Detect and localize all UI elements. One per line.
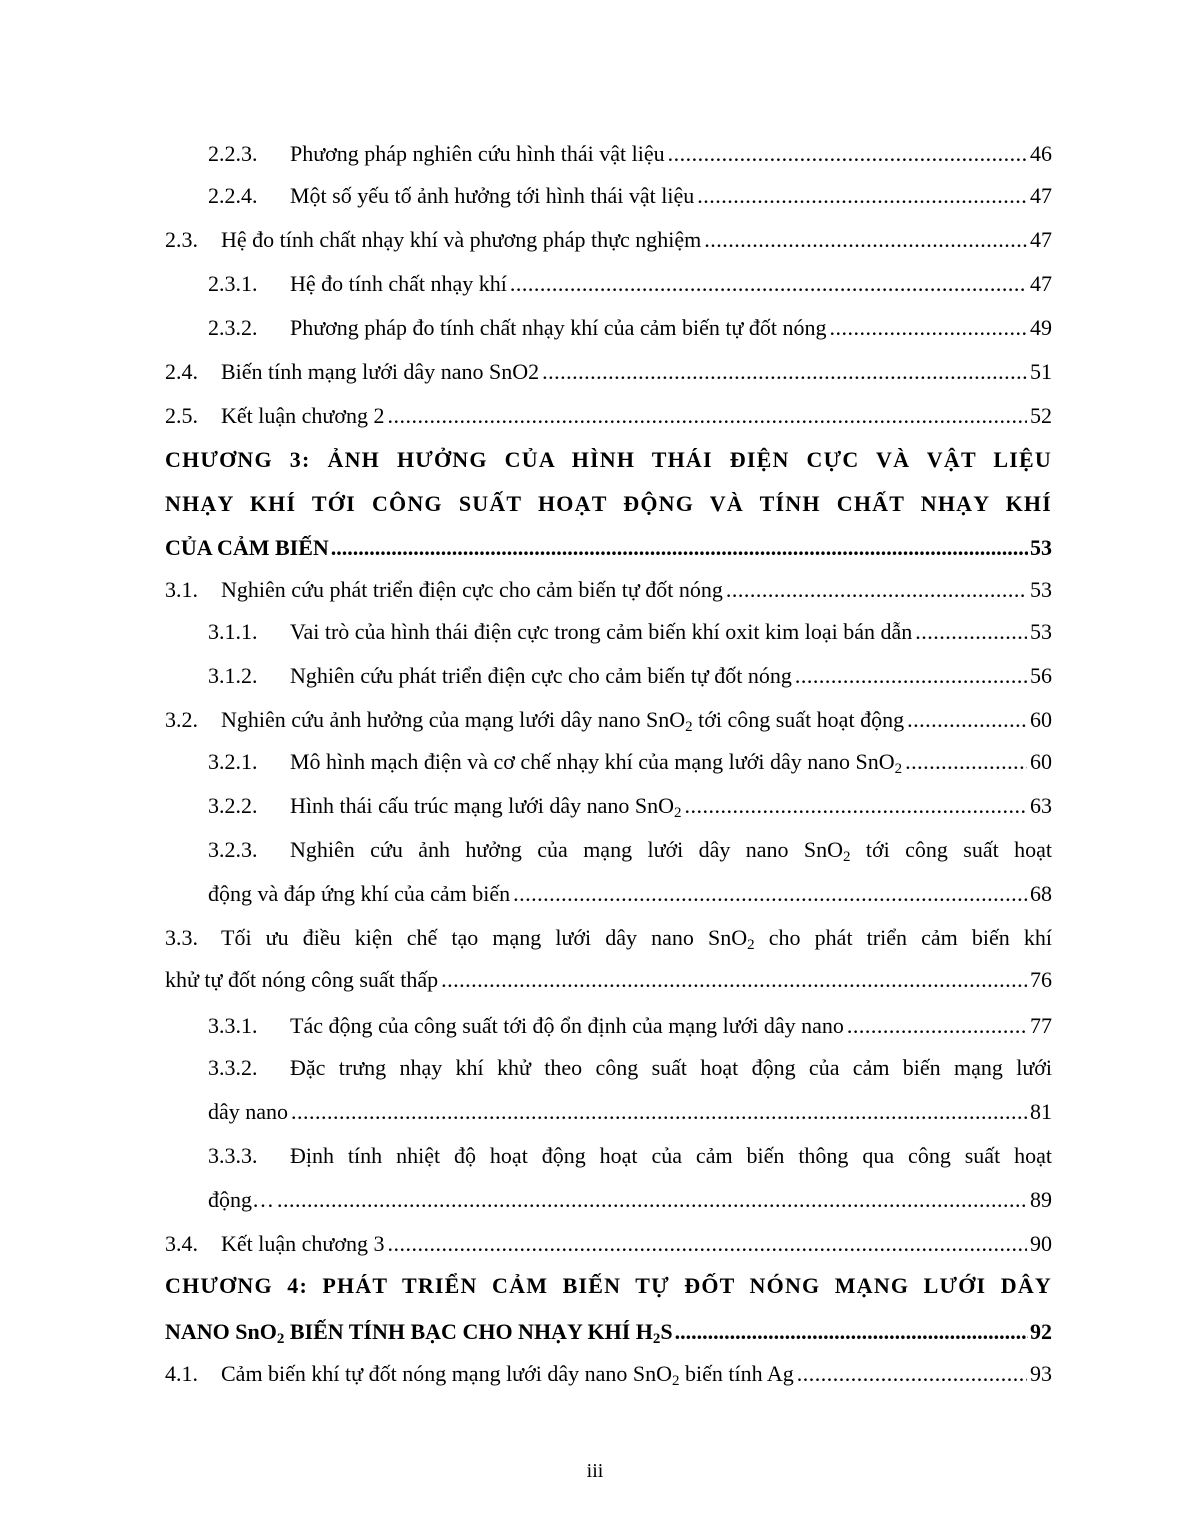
entry-title: Kết luận chương 3 — [221, 1231, 385, 1256]
toc-entry[interactable] — [208, 310, 1052, 346]
dot-leader — [387, 398, 1027, 434]
entry-number: 2.3.1. — [208, 271, 258, 296]
entry-title-cont: động… — [208, 1187, 274, 1212]
dot-leader — [905, 744, 1027, 780]
entry-page: 60 — [1030, 749, 1052, 774]
entry-title: Hệ đo tính chất nhạy khí và phương pháp thực nghiệm — [221, 227, 702, 252]
dot-leader — [847, 1008, 1027, 1044]
entry-page: 53 — [1030, 619, 1052, 644]
dot-leader — [697, 178, 1027, 214]
dot-leader — [542, 354, 1027, 390]
toc-entry[interactable] — [165, 702, 1052, 738]
entry-title: Định tính nhiệt độ hoạt động hoạt của cảm biến thông qua công suất hoạt — [290, 1143, 1052, 1168]
chapter-title: CỦA CẢM BIẾN — [165, 535, 329, 560]
entry-page: 90 — [1030, 1231, 1052, 1256]
entry-page: 56 — [1030, 663, 1052, 688]
toc-entry[interactable] — [208, 658, 1052, 694]
toc-entry-line-1[interactable] — [208, 1138, 1052, 1174]
dot-leader — [331, 530, 1028, 566]
entry-title: Nghiên cứu phát triển điện cực cho cảm biến tự đốt nóng — [221, 577, 723, 602]
entry-title: Phương pháp đo tính chất nhạy khí của cảm biến tự đốt nóng — [290, 315, 827, 340]
entry-number: 3.1.1. — [208, 619, 258, 644]
entry-title: Nghiên cứu phát triển điện cực cho cảm biến tự đốt nóng — [290, 663, 792, 688]
entry-page: 63 — [1030, 793, 1052, 818]
toc-entry[interactable] — [208, 788, 1052, 824]
entry-page: 47 — [1030, 271, 1052, 296]
dot-leader — [704, 222, 1027, 258]
chapter-3-heading-line-1[interactable]: CHƯƠNG 3: ẢNH HƯỞNG CỦA HÌNH THÁI ĐIỆN CỰC VÀ VẬT LIỆU — [165, 447, 1052, 472]
entry-number: 3.3.1. — [208, 1013, 258, 1038]
entry-number: 2.5. — [165, 403, 198, 428]
entry-page: 51 — [1030, 359, 1052, 384]
dot-leader — [675, 1314, 1028, 1350]
entry-title-cont: dây nano — [208, 1099, 289, 1124]
dot-leader — [830, 310, 1028, 346]
entry-number: 3.2. — [165, 707, 198, 732]
entry-number: 3.4. — [165, 1231, 198, 1256]
dot-leader — [797, 1356, 1027, 1392]
entry-page: 89 — [1030, 1187, 1052, 1212]
entry-number: 2.4. — [165, 359, 198, 384]
dot-leader — [907, 702, 1027, 738]
entry-title: Kết luận chương 2 — [221, 403, 385, 428]
entry-title: Đặc trưng nhạy khí khử theo công suất hoạt động của cảm biến mạng lưới — [290, 1055, 1052, 1080]
entry-title: Vai trò của hình thái điện cực trong cảm biến khí oxit kim loại bán dẫn — [290, 619, 913, 644]
toc-entry[interactable] — [208, 136, 1052, 172]
entry-number: 3.2.2. — [208, 793, 258, 818]
entry-title: Nghiên cứu ảnh hưởng của mạng lưới dây nano SnO$_2$ tới công suất hoạt động — [221, 707, 905, 735]
entry-number: 3.2.3. — [208, 837, 258, 862]
chapter-3-heading-line-3[interactable] — [165, 530, 1052, 566]
entry-page: 81 — [1030, 1099, 1052, 1124]
toc-entry-line-2[interactable] — [165, 962, 1052, 998]
toc-entry[interactable] — [165, 222, 1052, 258]
entry-page: 76 — [1030, 967, 1052, 992]
chapter-3-heading-line-2[interactable]: NHẠY KHÍ TỚI CÔNG SUẤT HOẠT ĐỘNG VÀ TÍNH CHẤT NHẠY KHÍ — [165, 491, 1052, 516]
toc-entry-line-1[interactable] — [165, 920, 1052, 956]
entry-title-cont: khử tự đốt nóng công suất thấp — [165, 967, 439, 992]
toc-entry-line-1[interactable] — [208, 832, 1052, 868]
entry-page: 47 — [1030, 227, 1052, 252]
entry-title: Hệ đo tính chất nhạy khí — [290, 271, 507, 296]
entry-page: 52 — [1030, 403, 1052, 428]
dot-leader — [915, 614, 1027, 650]
dot-leader — [795, 658, 1027, 694]
entry-page: 77 — [1030, 1013, 1052, 1038]
toc-entry[interactable] — [208, 178, 1052, 214]
page-number-footer: iii — [586, 1460, 604, 1482]
entry-page: 60 — [1030, 707, 1052, 732]
toc-entry[interactable] — [208, 614, 1052, 650]
entry-number: 2.2.4. — [208, 183, 258, 208]
toc-entry-line-2[interactable] — [208, 876, 1052, 912]
entry-title: Nghiên cứu ảnh hưởng của mạng lưới dây nano SnO$_2$ tới công suất hoạt — [290, 837, 1052, 865]
entry-title: Biến tính mạng lưới dây nano SnO2 — [221, 359, 540, 384]
toc-entry[interactable] — [165, 1226, 1052, 1262]
toc-entry[interactable] — [208, 1008, 1052, 1044]
dot-leader — [685, 788, 1027, 824]
toc-entry[interactable] — [165, 572, 1052, 608]
entry-number: 2.3. — [165, 227, 198, 252]
toc-entry-line-1[interactable] — [208, 1050, 1052, 1086]
entry-title: Hình thái cấu trúc mạng lưới dây nano SnO$_2$ — [290, 793, 682, 821]
toc-entry[interactable] — [208, 744, 1052, 780]
chapter-4-heading-line-1[interactable]: CHƯƠNG 4: PHÁT TRIỂN CẢM BIẾN TỰ ĐỐT NÓNG MẠNG LƯỚI DÂY — [165, 1273, 1052, 1298]
toc-entry[interactable] — [165, 398, 1052, 434]
dot-leader — [387, 1226, 1027, 1262]
entry-number: 4.1. — [165, 1361, 198, 1386]
entry-number: 2.3.2. — [208, 315, 258, 340]
dot-leader — [668, 136, 1027, 172]
toc-entry-line-2[interactable] — [208, 1182, 1052, 1218]
entry-number: 3.2.1. — [208, 749, 258, 774]
chapter-4-heading-line-2[interactable] — [165, 1314, 1052, 1350]
entry-title: Một số yếu tố ảnh hưởng tới hình thái vật liệu — [290, 183, 695, 208]
dot-leader — [726, 572, 1027, 608]
entry-page: 46 — [1030, 141, 1052, 166]
toc-entry[interactable] — [165, 354, 1052, 390]
entry-number: 3.3. — [165, 925, 198, 950]
entry-title-cont: động và đáp ứng khí của cảm biến — [208, 881, 511, 906]
entry-page: 53 — [1030, 577, 1052, 602]
entry-number: 3.1. — [165, 577, 198, 602]
toc-entry-line-2[interactable] — [208, 1094, 1052, 1130]
entry-number: 3.1.2. — [208, 663, 258, 688]
entry-page: 92 — [1030, 1319, 1052, 1344]
dot-leader — [513, 876, 1027, 912]
entry-page: 47 — [1030, 183, 1052, 208]
entry-number: 2.2.3. — [208, 141, 258, 166]
toc-entry[interactable] — [208, 266, 1052, 302]
dot-leader — [277, 1182, 1027, 1218]
dot-leader — [441, 962, 1027, 998]
entry-title: Cảm biến khí tự đốt nóng mạng lưới dây nano SnO$_2$ biến tính Ag — [221, 1361, 794, 1389]
dot-leader — [510, 266, 1027, 302]
toc-entry[interactable] — [165, 1356, 1052, 1392]
entry-title: Tối ưu điều kiện chế tạo mạng lưới dây nano SnO$_2$ cho phát triển cảm biến khí — [221, 925, 1052, 953]
entry-number: 3.3.2. — [208, 1055, 258, 1080]
entry-title: Mô hình mạch điện và cơ chế nhạy khí của mạng lưới dây nano SnO$_2$ — [290, 749, 903, 777]
entry-page: 93 — [1030, 1361, 1052, 1386]
dot-leader — [291, 1094, 1027, 1130]
chapter-title: NANO SnO$_2$ BIẾN TÍNH BẠC CHO NHẠY KHÍ $H_2S$ — [165, 1319, 673, 1347]
entry-title: Tác động của công suất tới độ ổn định của mạng lưới dây nano — [290, 1013, 844, 1038]
entry-title: Phương pháp nghiên cứu hình thái vật liệu — [290, 141, 665, 166]
entry-page: 53 — [1030, 535, 1052, 560]
entry-page: 68 — [1030, 881, 1052, 906]
entry-number: 3.3.3. — [208, 1143, 258, 1168]
entry-page: 49 — [1030, 315, 1052, 340]
